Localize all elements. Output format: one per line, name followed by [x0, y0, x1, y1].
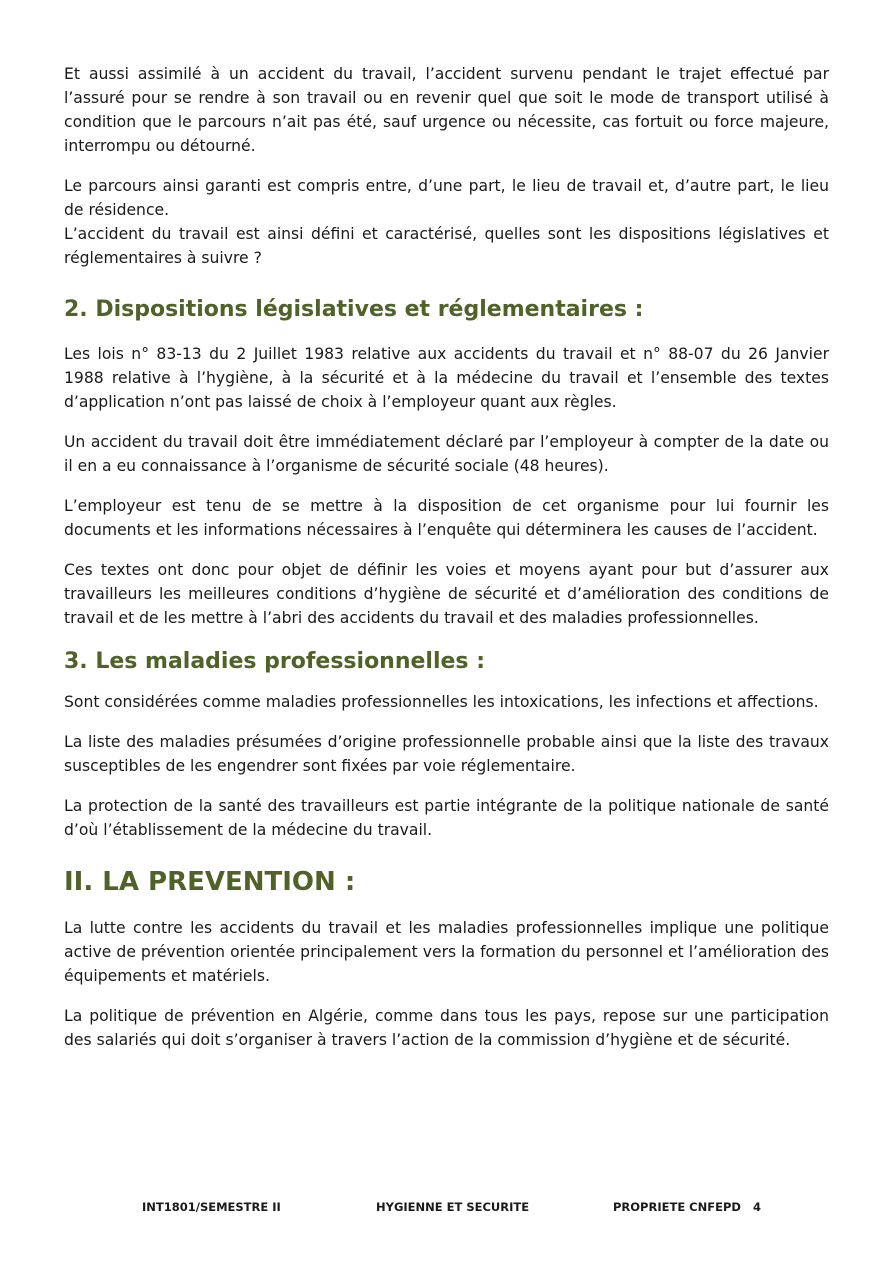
- paragraph: La protection de la santé des travailleurs est partie intégrante de la politique nationale de santé d’où l’établissement de la médecine du travail.: [64, 797, 829, 839]
- paragraph: Ces textes ont donc pour objet de définir les voies et moyens ayant pour but d’assurer aux travailleurs les meilleures conditions d’hygiène de sécurité et d’amélioration des conditions de travail et de les mettre à l’abri des accidents du travail et des maladies professionnelles.: [64, 561, 829, 627]
- page-number: 4: [753, 1200, 762, 1214]
- paragraph: La lutte contre les accidents du travail et les maladies professionnelles implique une politique active de prévention orientée principalement vers la formation du personnel et l’amélioration des équipements et matériels.: [64, 919, 829, 985]
- footer-course: INT1801/SEMESTRE II: [142, 1200, 281, 1214]
- paragraph: Le parcours ainsi garanti est compris entre, d’une part, le lieu de travail et, d’autre part, le lieu de résidence.: [64, 177, 829, 219]
- paragraph: Les lois n° 83-13 du 2 Juillet 1983 relative aux accidents du travail et n° 88-07 du 26 Janvier 1988 relative à l’hygiène, à la sécurité et à la médecine du travail et l’ensemble des textes d’application n’ont pas laissé de choix à l’employeur quant aux règles.: [64, 345, 829, 411]
- paragraph: Sont considérées comme maladies professionnelles les intoxications, les infections et affections.: [64, 693, 819, 711]
- page-footer: [0, 1200, 893, 1218]
- footer-subject: HYGIENNE ET SECURITE: [376, 1200, 530, 1214]
- chapter-heading-prevention: II. LA PREVENTION :: [64, 867, 356, 897]
- section-heading-maladies: 3. Les maladies professionnelles :: [64, 649, 485, 674]
- page-content: [64, 62, 829, 1052]
- footer-owner: PROPRIETE CNFEPD: [613, 1200, 741, 1214]
- paragraph: L’accident du travail est ainsi défini et caractérisé, quelles sont les dispositions législatives et réglementaires à suivre ?: [64, 225, 829, 267]
- paragraph: Et aussi assimilé à un accident du travail, l’accident survenu pendant le trajet effectué par l’assuré pour se rendre à son travail ou en revenir quel que soit le mode de transport utilisé à condition que le parcours n’ait pas été, sauf urgence ou nécessite, cas fortuit ou force majeure, interrompu ou détourné.: [64, 65, 829, 155]
- section-heading-dispositions: 2. Dispositions législatives et réglementaires :: [64, 297, 644, 322]
- paragraph: Un accident du travail doit être immédiatement déclaré par l’employeur à compter de la date ou il en a eu connaissance à l’organisme de sécurité sociale (48 heures).: [64, 433, 829, 475]
- paragraph: L’employeur est tenu de se mettre à la disposition de cet organisme pour lui fournir les documents et les informations nécessaires à l’enquête qui déterminera les causes de l’accident.: [64, 497, 829, 539]
- paragraph: La politique de prévention en Algérie, comme dans tous les pays, repose sur une participation des salariés qui doit s’organiser à travers l’action de la commission d’hygiène et de sécurité.: [64, 1007, 829, 1049]
- paragraph: La liste des maladies présumées d’origine professionnelle probable ainsi que la liste des travaux susceptibles de les engendrer sont fixées par voie réglementaire.: [64, 733, 829, 775]
